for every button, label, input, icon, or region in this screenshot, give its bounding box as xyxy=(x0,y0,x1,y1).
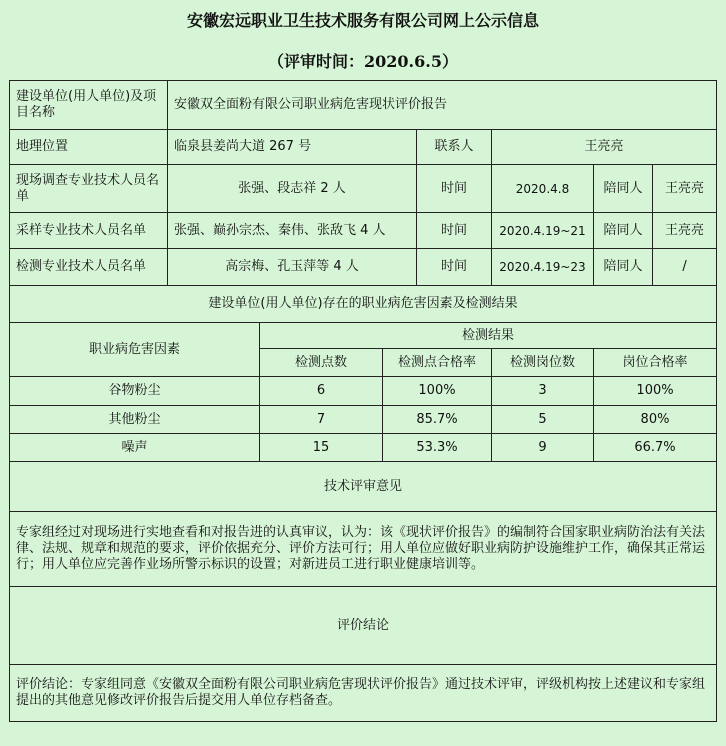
info-row-sampling xyxy=(10,213,717,249)
col-header-post-rate: 岗位合格率 xyxy=(594,349,717,377)
survey-names: 张强、段志祥 2 人 xyxy=(168,165,417,213)
hazard-section-row xyxy=(10,286,717,323)
points-cell: 6 xyxy=(260,377,383,406)
posts-cell: 5 xyxy=(492,406,594,434)
opinion-title-row xyxy=(10,462,717,512)
survey-time-label: 时间 xyxy=(417,165,492,213)
location-label: 地理位置 xyxy=(10,130,168,165)
info-row-unit xyxy=(10,81,717,130)
conclusion-title: 评价结论 xyxy=(10,587,717,665)
col-header-posts: 检测岗位数 xyxy=(492,349,594,377)
hazard-section-title: 建设单位(用人单位)存在的职业病危害因素及检测结果 xyxy=(10,286,717,323)
sampling-escort: 王亮亮 xyxy=(653,213,717,249)
contact-label: 联系人 xyxy=(417,130,492,165)
point-rate-cell: 85.7% xyxy=(383,406,492,434)
sampling-label: 采样专业技术人员名单 xyxy=(10,213,168,249)
location-value: 临泉县姜尚大道 267 号 xyxy=(168,130,417,165)
factor-cell: 噪声 xyxy=(10,434,260,462)
page-title: 安徽宏远职业卫生技术服务有限公司网上公示信息 xyxy=(186,11,539,30)
testing-names: 高宗梅、孔玉萍等 4 人 xyxy=(168,249,417,286)
factor-cell: 谷物粉尘 xyxy=(10,377,260,406)
review-time: （评审时间：2020.6.5） xyxy=(268,52,458,71)
survey-time: 2020.4.8 xyxy=(492,165,594,213)
hazard-header-row-1 xyxy=(10,323,717,349)
testing-escort: / xyxy=(653,249,717,286)
table-row xyxy=(10,434,717,462)
posts-cell: 9 xyxy=(492,434,594,462)
info-row-location xyxy=(10,130,717,165)
info-row-testing xyxy=(10,249,717,286)
post-rate-cell: 100% xyxy=(594,377,717,406)
opinion-text-row xyxy=(10,512,717,587)
conclusion-text-row xyxy=(10,665,717,722)
points-cell: 7 xyxy=(260,406,383,434)
opinion-text: 专家组经过对现场进行实地查看和对报告进的认真审议，认为：该《现状评价报告》的编制符合国家职业病防治法有关法律、法规、规章和规范的要求，评价依据充分、评价方法可行；用人单位应做好职业病防护设施维护工作，确保其正常运行；用人单位应完善作业场所警示标识的设置；对新进员工进行职业健康培训等。 xyxy=(10,512,717,587)
opinion-title: 技术评审意见 xyxy=(10,462,717,512)
factor-cell: 其他粉尘 xyxy=(10,406,260,434)
sampling-time-label: 时间 xyxy=(417,213,492,249)
points-cell: 15 xyxy=(260,434,383,462)
info-row-survey xyxy=(10,165,717,213)
survey-label: 现场调查专业技术人员名单 xyxy=(10,165,168,213)
contact-value: 王亮亮 xyxy=(492,130,717,165)
factor-header: 职业病危害因素 xyxy=(10,323,260,377)
testing-time: 2020.4.19~23 xyxy=(492,249,594,286)
point-rate-cell: 100% xyxy=(383,377,492,406)
table-row xyxy=(10,377,717,406)
disclosure-table xyxy=(9,80,717,722)
post-rate-cell: 80% xyxy=(594,406,717,434)
testing-label: 检测专业技术人员名单 xyxy=(10,249,168,286)
sampling-escort-label: 陪同人 xyxy=(594,213,653,249)
survey-escort-label: 陪同人 xyxy=(594,165,653,213)
table-row xyxy=(10,406,717,434)
results-header: 检测结果 xyxy=(260,323,717,349)
col-header-points: 检测点数 xyxy=(260,349,383,377)
conclusion-title-row xyxy=(10,587,717,665)
testing-escort-label: 陪同人 xyxy=(594,249,653,286)
testing-time-label: 时间 xyxy=(417,249,492,286)
sampling-names: 张强、巅孙宗杰、秦伟、张敌飞 4 人 xyxy=(168,213,417,249)
unit-value: 安徽双全面粉有限公司职业病危害现状评价报告 xyxy=(168,81,717,130)
post-rate-cell: 66.7% xyxy=(594,434,717,462)
posts-cell: 3 xyxy=(492,377,594,406)
survey-escort: 王亮亮 xyxy=(653,165,717,213)
conclusion-text: 评价结论：专家组同意《安徽双全面粉有限公司职业病危害现状评价报告》通过技术评审，评级机构按上述建议和专家组提出的其他意见修改评价报告后提交用人单位存档备查。 xyxy=(10,665,717,722)
col-header-point-rate: 检测点合格率 xyxy=(383,349,492,377)
point-rate-cell: 53.3% xyxy=(383,434,492,462)
unit-label: 建设单位(用人单位)及项目名称 xyxy=(10,81,168,130)
sampling-time: 2020.4.19~21 xyxy=(492,213,594,249)
